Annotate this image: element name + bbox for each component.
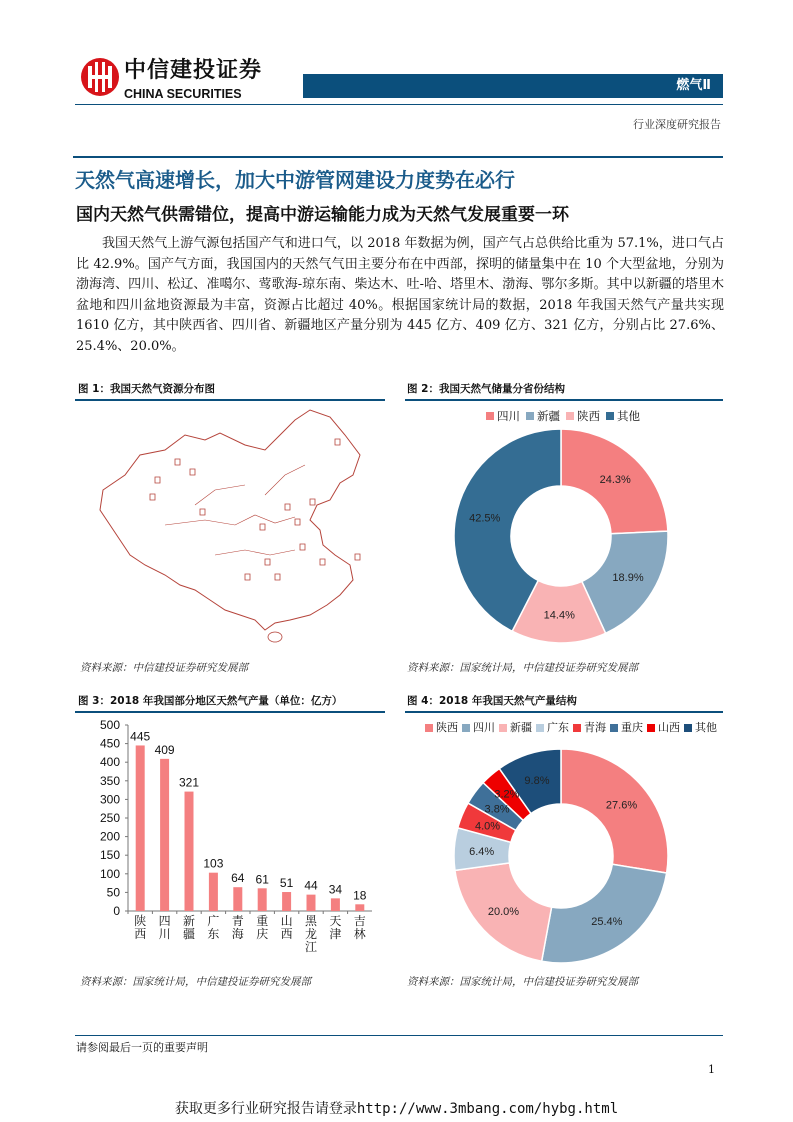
x-category-label: 新疆 — [182, 914, 196, 941]
legend-item — [486, 409, 520, 423]
bar-value-label: 61 — [255, 872, 269, 887]
legend-swatch — [425, 724, 433, 732]
bar-value-label: 34 — [328, 882, 343, 897]
legend-label: 四川 — [473, 721, 495, 734]
slice-label: 6.4% — [469, 845, 495, 858]
legend-label: 重庆 — [621, 721, 643, 734]
y-tick-label: 400 — [99, 755, 120, 770]
bar-山西 — [282, 892, 291, 911]
logo-text-cn: 中信建投证券 — [124, 58, 263, 83]
slice-label: 24.3% — [599, 474, 631, 487]
figure-3-source: 资料来源：国家统计局，中信建投证券研究发展部 — [80, 976, 311, 988]
bar-value-label: 64 — [231, 871, 245, 886]
legend-item — [526, 409, 560, 423]
section-divider — [73, 156, 723, 158]
legend-item — [499, 721, 532, 735]
x-category-label: 四川 — [158, 914, 171, 941]
figure-2-title: 图 2：我国天然气储量分省份结构 — [407, 383, 565, 395]
bar-value-label: 409 — [154, 742, 175, 757]
legend-swatch — [462, 724, 470, 732]
slice-label: 3.8% — [484, 803, 510, 816]
bar-重庆 — [258, 888, 267, 911]
bar-陕西 — [136, 745, 145, 911]
legend-label: 其他 — [695, 721, 717, 734]
logo-emblem-icon — [80, 57, 120, 97]
bar-青海 — [233, 887, 242, 911]
y-tick-label: 0 — [113, 904, 120, 918]
legend-item — [606, 409, 640, 423]
hainan-island — [268, 632, 282, 642]
y-tick-label: 200 — [99, 829, 120, 844]
body-paragraph: 我国天然气上游气源包括国产气和进口气，以 2018 年数据为例，国产气占总供给比重为 57.1%，进口气占比 42.9%。国产气方面，我国国内的天然气气田主要分布在中西部，探明的储量集中在 10 个大型盆地，分别为渤海湾、四川、松辽、准噶尔、莺歌海-琼东南、柴达木、吐-哈、塔里木、渤海、鄂尔多斯。其中以新疆的塔里木盆地和四川盆地资源最为丰富，资源占比超过 40%。根据国家统计局的数据，2018 年我国天然气产量共实现 1610 亿方，其中陕西省、四川省、新疆地区产量分别为 445 亿方、409 亿方、321 亿方，分别占比 27.6%、25.4%、20.0%。 — [76, 236, 724, 354]
figure-2-source: 资料来源：国家统计局，中信建投证券研究发展部 — [407, 662, 638, 674]
section-heading: 天然气高速增长，加大中游管网建设力度势在必行 — [75, 168, 515, 192]
figure-1-rule — [75, 399, 385, 401]
slice-label: 14.4% — [543, 609, 575, 622]
slice-label: 42.5% — [469, 512, 501, 525]
legend-swatch — [610, 724, 618, 732]
legend-swatch — [606, 412, 614, 420]
report-type: 行业深度研究报告 — [633, 118, 721, 131]
bar-value-label: 321 — [178, 775, 200, 790]
legend-item — [536, 721, 569, 735]
figure-2-rule — [405, 399, 723, 401]
company-logo — [80, 57, 120, 101]
legend-swatch — [566, 412, 574, 420]
legend-item — [425, 721, 458, 735]
bar-value-label: 445 — [130, 729, 151, 744]
donut-slice-四川 — [542, 864, 667, 963]
slice-label: 9.8% — [524, 775, 550, 788]
y-tick-label: 50 — [106, 885, 120, 900]
figure-4-source: 资料来源：国家统计局，中信建投证券研究发展部 — [407, 976, 638, 988]
gas-field-markers — [150, 439, 360, 580]
figure-4-title: 图 4：2018 年我国天然气产量结构 — [407, 695, 577, 707]
y-tick-label: 350 — [99, 773, 120, 788]
figure-4-donut-chart — [440, 745, 682, 973]
legend-swatch — [536, 724, 544, 732]
bar-黑龙江 — [307, 895, 316, 911]
legend-label: 陕西 — [436, 721, 458, 734]
legend-label: 广东 — [547, 721, 569, 734]
china-gas-resource-map — [95, 405, 375, 650]
legend-item — [647, 721, 680, 735]
y-tick-label: 150 — [99, 848, 120, 863]
footer-divider — [75, 1035, 723, 1036]
legend-item — [610, 721, 643, 735]
legend-label: 其他 — [617, 409, 640, 423]
legend-item — [684, 721, 717, 735]
logo-text-en: CHINA SECURITIES — [124, 87, 242, 101]
x-category-label: 重庆 — [256, 914, 269, 941]
figure-4-rule — [405, 711, 723, 713]
y-tick-label: 500 — [99, 718, 120, 732]
x-category-label: 广东 — [207, 914, 220, 941]
province-borders — [165, 465, 305, 555]
legend-swatch — [486, 412, 494, 420]
x-category-label: 山西 — [280, 914, 293, 941]
figure-3-title: 图 3：2018 年我国部分地区天然气产量（单位：亿方） — [78, 695, 343, 707]
legend-swatch — [499, 724, 507, 732]
bar-value-label: 44 — [304, 878, 318, 893]
legend-swatch — [647, 724, 655, 732]
bar-value-label: 51 — [279, 876, 294, 891]
bar-广东 — [209, 873, 218, 911]
legend-label: 陕西 — [577, 409, 600, 423]
bar-value-label: 103 — [203, 856, 224, 871]
legend-item — [566, 409, 600, 423]
legend-label: 青海 — [584, 721, 606, 734]
promo-link[interactable]: 获取更多行业研究报告请登录http://www.3mbang.com/hybg.html — [174, 1101, 619, 1117]
y-tick-label: 100 — [99, 866, 120, 881]
legend-label: 四川 — [497, 409, 520, 423]
x-category-label: 青海 — [231, 914, 244, 941]
bar-新疆 — [185, 792, 194, 911]
header-divider — [75, 104, 723, 105]
legend-label: 山西 — [658, 721, 680, 734]
x-category-label: 吉林 — [353, 914, 366, 941]
slice-label: 25.4% — [591, 915, 623, 928]
bar-四川 — [160, 759, 169, 911]
x-category-label: 黑龙江 — [304, 914, 318, 954]
figure-2-legend — [486, 409, 640, 423]
china-outline — [100, 410, 360, 630]
x-category-label: 陕西 — [134, 914, 147, 941]
y-tick-label: 300 — [99, 792, 120, 807]
bar-吉林 — [355, 904, 364, 911]
legend-label: 新疆 — [537, 409, 560, 423]
figure-3-bar-chart — [75, 713, 385, 958]
legend-item — [573, 721, 606, 735]
slice-label: 18.9% — [612, 571, 644, 584]
disclaimer-note: 请参阅最后一页的重要声明 — [76, 1041, 208, 1054]
page-number: 1 — [708, 1063, 715, 1076]
y-tick-label: 450 — [99, 736, 120, 751]
figure-1-source: 资料来源：中信建投证券研究发展部 — [80, 662, 248, 674]
bar-value-label: 18 — [353, 888, 367, 903]
slice-label: 4.0% — [474, 820, 501, 833]
slice-label: 27.6% — [605, 799, 638, 812]
y-tick-label: 250 — [99, 811, 120, 825]
legend-item — [462, 721, 495, 735]
slice-label: 3.2% — [494, 788, 520, 801]
bar-天津 — [331, 898, 340, 911]
figure-2-donut-chart — [440, 425, 682, 657]
legend-swatch — [573, 724, 581, 732]
legend-swatch — [526, 412, 534, 420]
sub-heading: 国内天然气供需错位，提高中游运输能力成为天然气发展重要一环 — [76, 205, 569, 225]
figure-1-title: 图 1：我国天然气资源分布图 — [78, 383, 215, 395]
legend-label: 新疆 — [510, 721, 532, 734]
slice-label: 20.0% — [487, 905, 520, 918]
sector-banner: 燃气Ⅱ — [303, 74, 723, 98]
figure-4-legend — [425, 721, 717, 735]
x-category-label: 天津 — [329, 914, 342, 941]
legend-swatch — [684, 724, 692, 732]
